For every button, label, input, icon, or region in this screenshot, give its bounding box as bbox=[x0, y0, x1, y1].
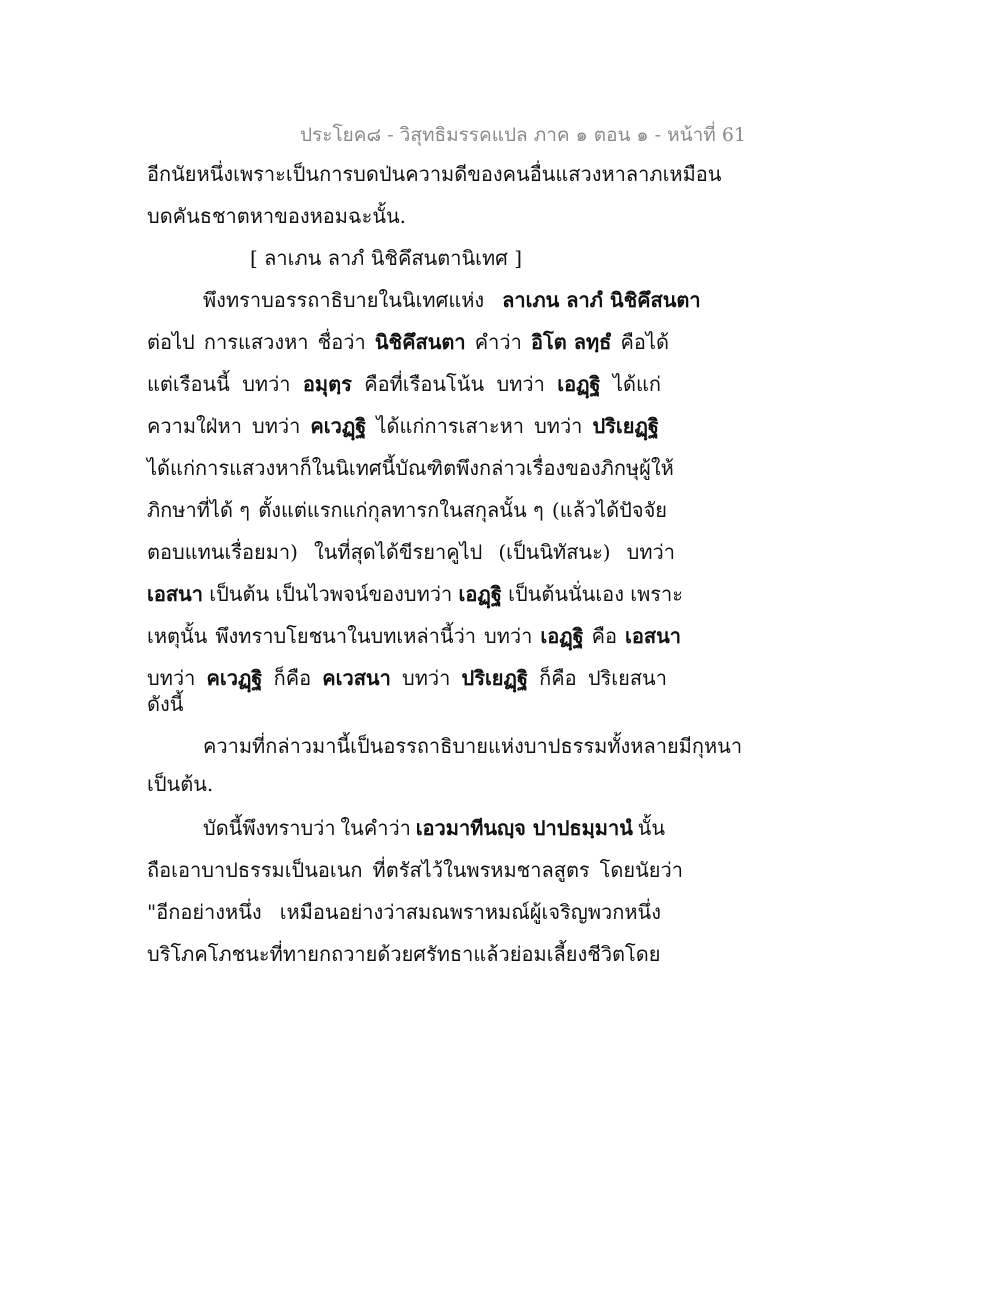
text-run: ลาเภน ลาภํ นิชิคึสนตา bbox=[502, 288, 701, 312]
text-run: (แล้วได้ปัจจัย bbox=[551, 498, 667, 522]
text-run: นั้น bbox=[637, 816, 665, 840]
text-run: เอวมาทีนญฺจ ปาปธมฺมานํ bbox=[415, 816, 633, 840]
text-run: (เป็นนิทัสนะ) bbox=[498, 540, 611, 564]
text-run: เป็นไวพจน์ของบทว่า bbox=[275, 582, 453, 606]
text-run: เอสนา bbox=[147, 582, 203, 606]
text-run: ได้แก่การเสาะหา bbox=[376, 414, 524, 438]
text-line-15 bbox=[203, 733, 743, 759]
text-run: อมุตฺร bbox=[302, 372, 352, 396]
text-run: ถือเอาบาปธรรมเป็นอเนก bbox=[147, 858, 363, 882]
text-run: นิชิคึสนตา bbox=[374, 330, 466, 354]
text-run: คือ bbox=[591, 624, 618, 648]
text-run: โดยนัยว่า bbox=[599, 858, 683, 882]
text-run: เป็นต้นนั่นเอง bbox=[508, 582, 624, 606]
text-line-1 bbox=[147, 161, 722, 187]
text-run: เอฏฺฐิ bbox=[557, 372, 601, 396]
text-run: ที่ตรัสไว้ในพรหมชาลสูตร bbox=[372, 858, 590, 882]
text-run: ก็คือ bbox=[539, 666, 577, 690]
text-run: บทว่า bbox=[496, 372, 545, 396]
text-run: เพราะ bbox=[630, 582, 683, 606]
text-line-5 bbox=[147, 329, 669, 355]
text-line-20 bbox=[147, 941, 661, 967]
text-run: บทว่า bbox=[626, 540, 675, 564]
text-run: ปริเยสนา bbox=[587, 666, 667, 690]
text-run: บริโภคโภชนะที่ทายกถวายด้วยศรัทธาแล้ว bbox=[147, 942, 510, 966]
text-line-18 bbox=[147, 857, 683, 883]
text-run: คเวสนา bbox=[322, 666, 391, 690]
text-line-8 bbox=[147, 455, 673, 481]
text-run: อิโต ลทฺธํ bbox=[531, 330, 612, 354]
text-line-4 bbox=[203, 287, 701, 313]
text-line-13 bbox=[147, 665, 667, 691]
text-run: ในที่สุดได้ขีรยาคูไป bbox=[313, 540, 483, 564]
text-run: ต่อไป bbox=[147, 330, 195, 354]
text-run: บทว่า bbox=[252, 414, 301, 438]
text-line-16 bbox=[147, 771, 707, 797]
text-run: เหมือนอย่างว่าสมณพราหมณ์ผู้เจริญพวกหนึ่ง bbox=[279, 900, 661, 924]
text-line-10 bbox=[147, 539, 675, 565]
text-run: ย่อมเลี้ยงชีวิตโดย bbox=[509, 942, 661, 966]
text-run: ตอบแทนเรื่อยมา) bbox=[147, 540, 298, 564]
text-line-12 bbox=[147, 623, 681, 649]
text-run: บัณฑิตพึงกล่าวเรื่องของภิกษุผู้ให้ bbox=[395, 456, 674, 480]
text-run: บทว่า bbox=[534, 414, 583, 438]
text-run: บทว่า bbox=[147, 666, 196, 690]
text-run: "อีกอย่างหนึ่ง bbox=[147, 900, 262, 924]
text-run: ได้แก่การแสวงหา bbox=[147, 456, 300, 480]
text-run: คำว่า bbox=[474, 330, 522, 354]
text-line-19 bbox=[147, 899, 661, 925]
text-run: เพราะเป็นการบดป่นความดีของคนอื่นแสวงหาลาภ bbox=[233, 162, 663, 186]
text-run: เหมือน bbox=[662, 162, 722, 186]
text-run: ชื่อว่า bbox=[317, 330, 366, 354]
text-line-7 bbox=[147, 413, 659, 439]
text-run: บทว่า bbox=[402, 666, 451, 690]
text-run: อีกนัยหนึ่ง bbox=[147, 162, 234, 186]
text-run: ดังนี้ bbox=[147, 692, 184, 716]
text-run: บทว่า bbox=[242, 372, 291, 396]
text-run: ก็คือ bbox=[273, 666, 312, 690]
text-run: เอฏฺฐิ bbox=[540, 624, 584, 648]
text-run: คือได้ bbox=[620, 330, 669, 354]
text-run: เอสนา bbox=[625, 624, 681, 648]
text-run: บทว่า bbox=[484, 624, 533, 648]
text-run: ภิกษาที่ได้ ๆ bbox=[147, 498, 251, 522]
page-header: ประโยค๘ - วิสุทธิมรรคแปล ภาค ๑ ตอน ๑ - หน้าที่ 61 bbox=[300, 124, 746, 146]
text-run: เป็นต้น bbox=[209, 582, 270, 606]
text-run: การแสวงหา bbox=[203, 330, 309, 354]
text-line-9 bbox=[147, 497, 667, 523]
text-run: ปริเยฏฺฐิ bbox=[461, 666, 528, 690]
text-line-11 bbox=[147, 581, 683, 607]
text-run: ได้แก่ bbox=[612, 372, 661, 396]
text-line-2 bbox=[147, 203, 707, 229]
section-heading bbox=[250, 245, 550, 271]
text-run: ก็ในนิเทศนี้ bbox=[299, 456, 396, 480]
text-line-6 bbox=[147, 371, 661, 397]
text-run: แต่เรือนนี้ bbox=[147, 372, 230, 396]
text-line-17 bbox=[203, 815, 665, 841]
text-run: ความที่กล่าวมานี้เป็นอรรถาธิบายแห่งบาปธรรมทั้งหลายมีกุหนา bbox=[203, 734, 743, 758]
text-run: คเวฏฺฐิ bbox=[310, 414, 367, 438]
text-run: [ ลาเภน ลาภํ นิชิคึสนตานิเทศ ] bbox=[250, 246, 522, 270]
text-run: เป็นต้น. bbox=[147, 772, 214, 796]
text-run: เหตุนั้น bbox=[147, 624, 208, 648]
text-run: คือที่เรือนโน้น bbox=[364, 372, 485, 396]
text-run: เอฏฺฐิ bbox=[458, 582, 502, 606]
text-run: ในคำว่า bbox=[340, 816, 411, 840]
text-run: ความใฝ่หา bbox=[147, 414, 242, 438]
text-line-14 bbox=[147, 691, 707, 717]
text-run: บัดนี้พึงทราบว่า bbox=[203, 816, 336, 840]
text-run: ตั้งแต่แรกแก่กุลทารกในสกุลนั้น ๆ bbox=[258, 498, 544, 522]
text-run: คเวฏฺฐิ bbox=[206, 666, 263, 690]
text-run: พึงทราบอรรถาธิบายในนิเทศแห่ง bbox=[203, 288, 485, 312]
text-run: พึงทราบโยชนาในบทเหล่านี้ว่า bbox=[215, 624, 477, 648]
text-run: บดคันธชาตหาของหอมฉะนั้น. bbox=[147, 204, 407, 228]
text-run: ปริเยฏฺฐิ bbox=[592, 414, 659, 438]
